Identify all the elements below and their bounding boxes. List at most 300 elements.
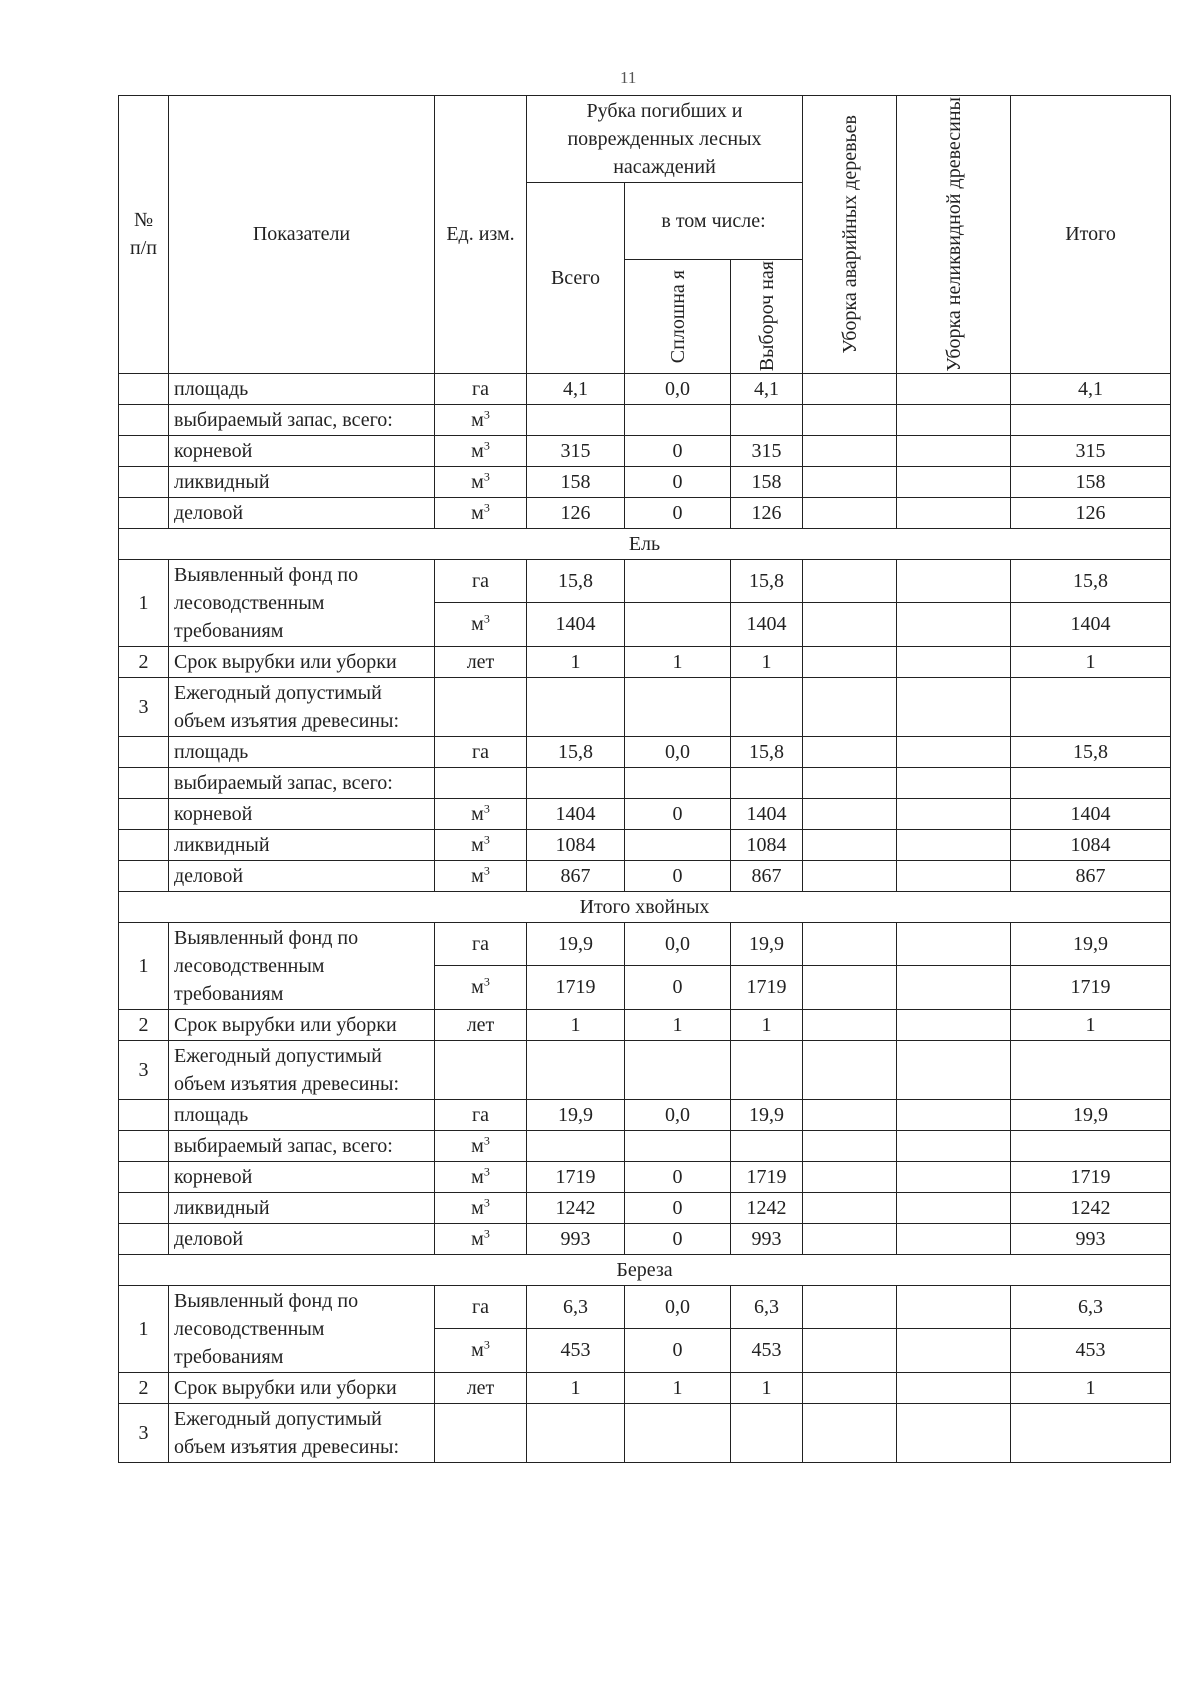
cell-emergency bbox=[803, 677, 897, 736]
cell-num: 3 bbox=[119, 1403, 169, 1462]
unit-text: м bbox=[471, 1134, 484, 1157]
cell-unit bbox=[435, 1009, 527, 1040]
cell-illiquid bbox=[897, 922, 1011, 966]
unit-exponent: 3 bbox=[483, 800, 490, 815]
cell-indicator: деловой bbox=[169, 1223, 435, 1254]
table-row bbox=[119, 646, 1171, 677]
cell-num bbox=[119, 1130, 169, 1161]
cell-illiquid bbox=[897, 1223, 1011, 1254]
cell-indicator: деловой bbox=[169, 497, 435, 528]
cell-total: 1404 bbox=[527, 798, 625, 829]
table-row bbox=[119, 1130, 1171, 1161]
cell-illiquid bbox=[897, 497, 1011, 528]
section-row bbox=[119, 891, 1171, 922]
cell-indicator: Выявленный фонд по лесоводственным требованиям bbox=[169, 1285, 435, 1372]
cell-selective: 1719 bbox=[731, 1161, 803, 1192]
cell-illiquid bbox=[897, 767, 1011, 798]
unit-text: га bbox=[471, 1103, 490, 1126]
cell-indicator: площадь bbox=[169, 736, 435, 767]
cell-clear bbox=[625, 829, 731, 860]
cell-emergency bbox=[803, 922, 897, 966]
cell-indicator: Срок вырубки или уборки bbox=[169, 646, 435, 677]
table-row bbox=[119, 829, 1171, 860]
cell-emergency bbox=[803, 559, 897, 603]
cell-indicator: ликвидный bbox=[169, 1192, 435, 1223]
unit-text: лет bbox=[466, 1376, 495, 1399]
cell-selective: 158 bbox=[731, 466, 803, 497]
cell-itogo bbox=[1011, 1130, 1171, 1161]
cell-selective bbox=[731, 404, 803, 435]
table-row bbox=[119, 1192, 1171, 1223]
cell-clear: 0 bbox=[625, 860, 731, 891]
table-row bbox=[119, 1403, 1171, 1462]
cell-selective: 1404 bbox=[731, 798, 803, 829]
table-header bbox=[119, 96, 1171, 374]
cell-total: 15,8 bbox=[527, 736, 625, 767]
cell-itogo bbox=[1011, 1403, 1171, 1462]
cell-selective: 19,9 bbox=[731, 922, 803, 966]
cell-unit bbox=[435, 1099, 527, 1130]
cell-illiquid bbox=[897, 1009, 1011, 1040]
cell-itogo: 15,8 bbox=[1011, 736, 1171, 767]
cell-indicator: Выявленный фонд по лесоводственным требованиям bbox=[169, 559, 435, 646]
cell-itogo: 993 bbox=[1011, 1223, 1171, 1254]
cell-selective bbox=[731, 1040, 803, 1099]
cell-illiquid bbox=[897, 1040, 1011, 1099]
cell-selective: 453 bbox=[731, 1329, 803, 1373]
cell-clear bbox=[625, 767, 731, 798]
cell-itogo: 1 bbox=[1011, 646, 1171, 677]
unit-text: м bbox=[471, 1339, 484, 1362]
cell-illiquid bbox=[897, 1403, 1011, 1462]
unit-exponent: 3 bbox=[483, 1225, 490, 1240]
cell-emergency bbox=[803, 404, 897, 435]
section-row bbox=[119, 1254, 1171, 1285]
cell-itogo: 867 bbox=[1011, 860, 1171, 891]
cell-total: 158 bbox=[527, 466, 625, 497]
cell-emergency bbox=[803, 1372, 897, 1403]
cell-num: 1 bbox=[119, 1285, 169, 1372]
cell-clear: 0,0 bbox=[625, 1285, 731, 1329]
header-felling-group: Рубка погибших и поврежденных лесных насаждений bbox=[527, 96, 803, 183]
table-row bbox=[119, 1009, 1171, 1040]
header-clear bbox=[625, 260, 731, 373]
cell-num bbox=[119, 466, 169, 497]
section-title: Ель bbox=[119, 528, 1171, 559]
cell-itogo: 1 bbox=[1011, 1009, 1171, 1040]
header-clear-text: Сплошна я bbox=[666, 269, 689, 364]
cell-clear bbox=[625, 1040, 731, 1099]
unit-text: м bbox=[471, 1196, 484, 1219]
cell-clear: 0 bbox=[625, 798, 731, 829]
cell-illiquid bbox=[897, 603, 1011, 647]
unit-text: м bbox=[471, 613, 484, 636]
unit-exponent: 3 bbox=[483, 611, 490, 626]
unit-text: га bbox=[471, 932, 490, 955]
cell-clear: 0 bbox=[625, 1161, 731, 1192]
table-row bbox=[119, 1040, 1171, 1099]
cell-itogo: 158 bbox=[1011, 466, 1171, 497]
cell-itogo bbox=[1011, 404, 1171, 435]
cell-indicator: корневой bbox=[169, 435, 435, 466]
header-including: в том числе: bbox=[625, 183, 803, 260]
cell-itogo: 1719 bbox=[1011, 1161, 1171, 1192]
cell-num: 3 bbox=[119, 677, 169, 736]
cell-itogo: 1719 bbox=[1011, 966, 1171, 1010]
cell-clear: 0,0 bbox=[625, 922, 731, 966]
cell-clear: 0,0 bbox=[625, 1099, 731, 1130]
cell-total bbox=[527, 404, 625, 435]
cell-selective bbox=[731, 677, 803, 736]
cell-total: 1 bbox=[527, 646, 625, 677]
unit-text: м bbox=[471, 501, 484, 524]
cell-indicator: ликвидный bbox=[169, 466, 435, 497]
header-illiquid-text: Уборка неликвидной древесины bbox=[942, 97, 965, 372]
cell-total: 1242 bbox=[527, 1192, 625, 1223]
cell-num bbox=[119, 1161, 169, 1192]
cell-total bbox=[527, 1130, 625, 1161]
cell-total bbox=[527, 1403, 625, 1462]
unit-text: лет bbox=[466, 650, 495, 673]
table-row bbox=[119, 466, 1171, 497]
cell-unit bbox=[435, 497, 527, 528]
cell-emergency bbox=[803, 466, 897, 497]
cell-itogo bbox=[1011, 767, 1171, 798]
cell-total: 1 bbox=[527, 1009, 625, 1040]
cell-emergency bbox=[803, 1009, 897, 1040]
unit-text: га bbox=[471, 740, 490, 763]
cell-unit bbox=[435, 1403, 527, 1462]
cell-unit bbox=[435, 1192, 527, 1223]
cell-emergency bbox=[803, 829, 897, 860]
cell-selective: 19,9 bbox=[731, 1099, 803, 1130]
unit-exponent: 3 bbox=[483, 499, 490, 514]
table-row bbox=[119, 1223, 1171, 1254]
section-row bbox=[119, 528, 1171, 559]
cell-itogo: 6,3 bbox=[1011, 1285, 1171, 1329]
cell-selective: 1 bbox=[731, 1009, 803, 1040]
cell-emergency bbox=[803, 497, 897, 528]
table-row bbox=[119, 736, 1171, 767]
unit-text: м bbox=[471, 408, 484, 431]
cell-selective: 15,8 bbox=[731, 736, 803, 767]
cell-indicator: выбираемый запас, всего: bbox=[169, 767, 435, 798]
cell-illiquid bbox=[897, 1192, 1011, 1223]
cell-total: 4,1 bbox=[527, 373, 625, 404]
unit-exponent: 3 bbox=[483, 862, 490, 877]
cell-illiquid bbox=[897, 1372, 1011, 1403]
cell-unit bbox=[435, 1223, 527, 1254]
cell-unit bbox=[435, 603, 527, 647]
header-emergency-text: Уборка аварийных деревьев bbox=[838, 114, 861, 354]
cell-illiquid bbox=[897, 404, 1011, 435]
cell-indicator: площадь bbox=[169, 1099, 435, 1130]
cell-total bbox=[527, 1040, 625, 1099]
unit-exponent: 3 bbox=[483, 1337, 490, 1352]
cell-clear: 1 bbox=[625, 646, 731, 677]
cell-emergency bbox=[803, 1329, 897, 1373]
cell-unit bbox=[435, 1161, 527, 1192]
cell-itogo: 4,1 bbox=[1011, 373, 1171, 404]
header-illiquid bbox=[897, 96, 1011, 374]
cell-num bbox=[119, 798, 169, 829]
header-indicator: Показатели bbox=[169, 96, 435, 374]
cell-illiquid bbox=[897, 829, 1011, 860]
cell-itogo bbox=[1011, 677, 1171, 736]
cell-unit bbox=[435, 404, 527, 435]
unit-text: м bbox=[471, 833, 484, 856]
cell-num: 2 bbox=[119, 1009, 169, 1040]
cell-clear: 0 bbox=[625, 966, 731, 1010]
cell-selective: 1404 bbox=[731, 603, 803, 647]
cell-total: 19,9 bbox=[527, 922, 625, 966]
cell-itogo: 1404 bbox=[1011, 603, 1171, 647]
cell-clear bbox=[625, 677, 731, 736]
cell-total: 1719 bbox=[527, 1161, 625, 1192]
cell-num bbox=[119, 767, 169, 798]
table-row bbox=[119, 373, 1171, 404]
cell-total: 1404 bbox=[527, 603, 625, 647]
unit-text: м bbox=[471, 470, 484, 493]
cell-emergency bbox=[803, 603, 897, 647]
cell-total: 315 bbox=[527, 435, 625, 466]
cell-itogo: 453 bbox=[1011, 1329, 1171, 1373]
cell-unit bbox=[435, 829, 527, 860]
cell-emergency bbox=[803, 1099, 897, 1130]
table-row bbox=[119, 404, 1171, 435]
cell-total: 867 bbox=[527, 860, 625, 891]
cell-num bbox=[119, 373, 169, 404]
cell-clear: 0 bbox=[625, 1192, 731, 1223]
cell-indicator: Ежегодный допустимый объем изъятия древесины: bbox=[169, 1040, 435, 1099]
cell-unit bbox=[435, 677, 527, 736]
cell-num bbox=[119, 435, 169, 466]
cell-illiquid bbox=[897, 559, 1011, 603]
cell-illiquid bbox=[897, 435, 1011, 466]
table-row bbox=[119, 1285, 1171, 1329]
cell-num bbox=[119, 497, 169, 528]
cell-emergency bbox=[803, 1161, 897, 1192]
cell-emergency bbox=[803, 1285, 897, 1329]
cell-clear: 0 bbox=[625, 1223, 731, 1254]
table-row bbox=[119, 559, 1171, 603]
cell-clear bbox=[625, 404, 731, 435]
unit-text: м bbox=[471, 976, 484, 999]
cell-num bbox=[119, 1192, 169, 1223]
cell-illiquid bbox=[897, 966, 1011, 1010]
cell-clear: 1 bbox=[625, 1372, 731, 1403]
cell-num: 2 bbox=[119, 646, 169, 677]
unit-exponent: 3 bbox=[483, 1163, 490, 1178]
cell-illiquid bbox=[897, 646, 1011, 677]
cell-illiquid bbox=[897, 1285, 1011, 1329]
cell-indicator: корневой bbox=[169, 798, 435, 829]
cell-clear: 1 bbox=[625, 1009, 731, 1040]
cell-itogo: 1242 bbox=[1011, 1192, 1171, 1223]
cell-itogo: 1 bbox=[1011, 1372, 1171, 1403]
cell-clear: 0 bbox=[625, 1329, 731, 1373]
cell-selective bbox=[731, 767, 803, 798]
section-title: Береза bbox=[119, 1254, 1171, 1285]
header-total: Всего bbox=[527, 183, 625, 374]
cell-emergency bbox=[803, 1192, 897, 1223]
cell-itogo: 1404 bbox=[1011, 798, 1171, 829]
cell-unit bbox=[435, 1130, 527, 1161]
table-row bbox=[119, 677, 1171, 736]
cell-selective: 1719 bbox=[731, 966, 803, 1010]
table-row bbox=[119, 860, 1171, 891]
cell-itogo: 1084 bbox=[1011, 829, 1171, 860]
cell-selective: 126 bbox=[731, 497, 803, 528]
cell-total: 126 bbox=[527, 497, 625, 528]
cell-clear: 0 bbox=[625, 466, 731, 497]
unit-exponent: 3 bbox=[483, 468, 490, 483]
cell-selective: 15,8 bbox=[731, 559, 803, 603]
page-number: 11 bbox=[620, 68, 637, 87]
cell-unit bbox=[435, 373, 527, 404]
cell-selective bbox=[731, 1130, 803, 1161]
header-emergency bbox=[803, 96, 897, 374]
cell-itogo: 315 bbox=[1011, 435, 1171, 466]
cell-indicator: выбираемый запас, всего: bbox=[169, 1130, 435, 1161]
cell-unit bbox=[435, 1040, 527, 1099]
cell-selective: 4,1 bbox=[731, 373, 803, 404]
header-selective-text: Выбороч ная bbox=[755, 261, 778, 372]
cell-emergency bbox=[803, 860, 897, 891]
cell-unit bbox=[435, 798, 527, 829]
cell-indicator: Срок вырубки или уборки bbox=[169, 1372, 435, 1403]
cell-num bbox=[119, 404, 169, 435]
unit-exponent: 3 bbox=[483, 437, 490, 452]
cell-emergency bbox=[803, 1130, 897, 1161]
cell-total: 453 bbox=[527, 1329, 625, 1373]
cell-selective: 1242 bbox=[731, 1192, 803, 1223]
cell-emergency bbox=[803, 373, 897, 404]
table-row bbox=[119, 798, 1171, 829]
cell-emergency bbox=[803, 798, 897, 829]
cell-indicator: Ежегодный допустимый объем изъятия древесины: bbox=[169, 677, 435, 736]
cell-total bbox=[527, 677, 625, 736]
header-unit: Ед. изм. bbox=[435, 96, 527, 374]
table-row bbox=[119, 1099, 1171, 1130]
cell-indicator: Ежегодный допустимый объем изъятия древесины: bbox=[169, 1403, 435, 1462]
cell-unit bbox=[435, 860, 527, 891]
cell-selective: 1 bbox=[731, 1372, 803, 1403]
cell-itogo: 19,9 bbox=[1011, 1099, 1171, 1130]
unit-text: га bbox=[471, 569, 490, 592]
cell-total: 15,8 bbox=[527, 559, 625, 603]
cell-emergency bbox=[803, 966, 897, 1010]
cell-num bbox=[119, 829, 169, 860]
cell-total: 19,9 bbox=[527, 1099, 625, 1130]
cell-indicator: ликвидный bbox=[169, 829, 435, 860]
cell-selective: 315 bbox=[731, 435, 803, 466]
cell-emergency bbox=[803, 646, 897, 677]
cell-indicator: корневой bbox=[169, 1161, 435, 1192]
header-itogo: Итого bbox=[1011, 96, 1171, 374]
unit-exponent: 3 bbox=[483, 1132, 490, 1147]
cell-illiquid bbox=[897, 677, 1011, 736]
cell-itogo bbox=[1011, 1040, 1171, 1099]
cell-unit bbox=[435, 922, 527, 966]
cell-num: 1 bbox=[119, 922, 169, 1009]
cell-clear: 0 bbox=[625, 497, 731, 528]
cell-num: 3 bbox=[119, 1040, 169, 1099]
cell-itogo: 15,8 bbox=[1011, 559, 1171, 603]
table-row bbox=[119, 435, 1171, 466]
cell-indicator: деловой bbox=[169, 860, 435, 891]
unit-text: м bbox=[471, 1165, 484, 1188]
cell-illiquid bbox=[897, 1130, 1011, 1161]
unit-exponent: 3 bbox=[483, 831, 490, 846]
cell-unit bbox=[435, 966, 527, 1010]
forest-table bbox=[118, 95, 1171, 1463]
cell-indicator: площадь bbox=[169, 373, 435, 404]
cell-indicator: Выявленный фонд по лесоводственным требованиям bbox=[169, 922, 435, 1009]
cell-emergency bbox=[803, 1040, 897, 1099]
cell-illiquid bbox=[897, 1329, 1011, 1373]
cell-total: 1 bbox=[527, 1372, 625, 1403]
cell-emergency bbox=[803, 1223, 897, 1254]
table-body bbox=[119, 373, 1171, 1462]
unit-text: м bbox=[471, 864, 484, 887]
table-row bbox=[119, 497, 1171, 528]
cell-illiquid bbox=[897, 373, 1011, 404]
cell-num bbox=[119, 736, 169, 767]
cell-indicator: выбираемый запас, всего: bbox=[169, 404, 435, 435]
cell-num: 2 bbox=[119, 1372, 169, 1403]
cell-clear bbox=[625, 559, 731, 603]
cell-illiquid bbox=[897, 466, 1011, 497]
cell-emergency bbox=[803, 1403, 897, 1462]
cell-total bbox=[527, 767, 625, 798]
cell-emergency bbox=[803, 736, 897, 767]
cell-selective: 867 bbox=[731, 860, 803, 891]
cell-total: 1084 bbox=[527, 829, 625, 860]
cell-total: 6,3 bbox=[527, 1285, 625, 1329]
unit-exponent: 3 bbox=[483, 1194, 490, 1209]
cell-itogo: 126 bbox=[1011, 497, 1171, 528]
cell-emergency bbox=[803, 767, 897, 798]
cell-clear bbox=[625, 603, 731, 647]
cell-num: 1 bbox=[119, 559, 169, 646]
unit-text: лет bbox=[466, 1013, 495, 1036]
cell-selective: 6,3 bbox=[731, 1285, 803, 1329]
cell-num bbox=[119, 1099, 169, 1130]
header-num: № п/п bbox=[119, 96, 169, 374]
cell-num bbox=[119, 860, 169, 891]
section-title: Итого хвойных bbox=[119, 891, 1171, 922]
cell-clear: 0,0 bbox=[625, 736, 731, 767]
cell-emergency bbox=[803, 435, 897, 466]
table-row bbox=[119, 922, 1171, 966]
table-row bbox=[119, 1161, 1171, 1192]
unit-text: м bbox=[471, 1227, 484, 1250]
cell-unit bbox=[435, 1372, 527, 1403]
cell-num bbox=[119, 1223, 169, 1254]
unit-exponent: 3 bbox=[483, 974, 490, 989]
cell-unit bbox=[435, 1329, 527, 1373]
cell-unit bbox=[435, 559, 527, 603]
cell-total: 993 bbox=[527, 1223, 625, 1254]
cell-unit bbox=[435, 435, 527, 466]
cell-illiquid bbox=[897, 1099, 1011, 1130]
cell-selective bbox=[731, 1403, 803, 1462]
cell-itogo: 19,9 bbox=[1011, 922, 1171, 966]
cell-selective: 1084 bbox=[731, 829, 803, 860]
unit-text: м bbox=[471, 802, 484, 825]
unit-text: га bbox=[471, 377, 490, 400]
